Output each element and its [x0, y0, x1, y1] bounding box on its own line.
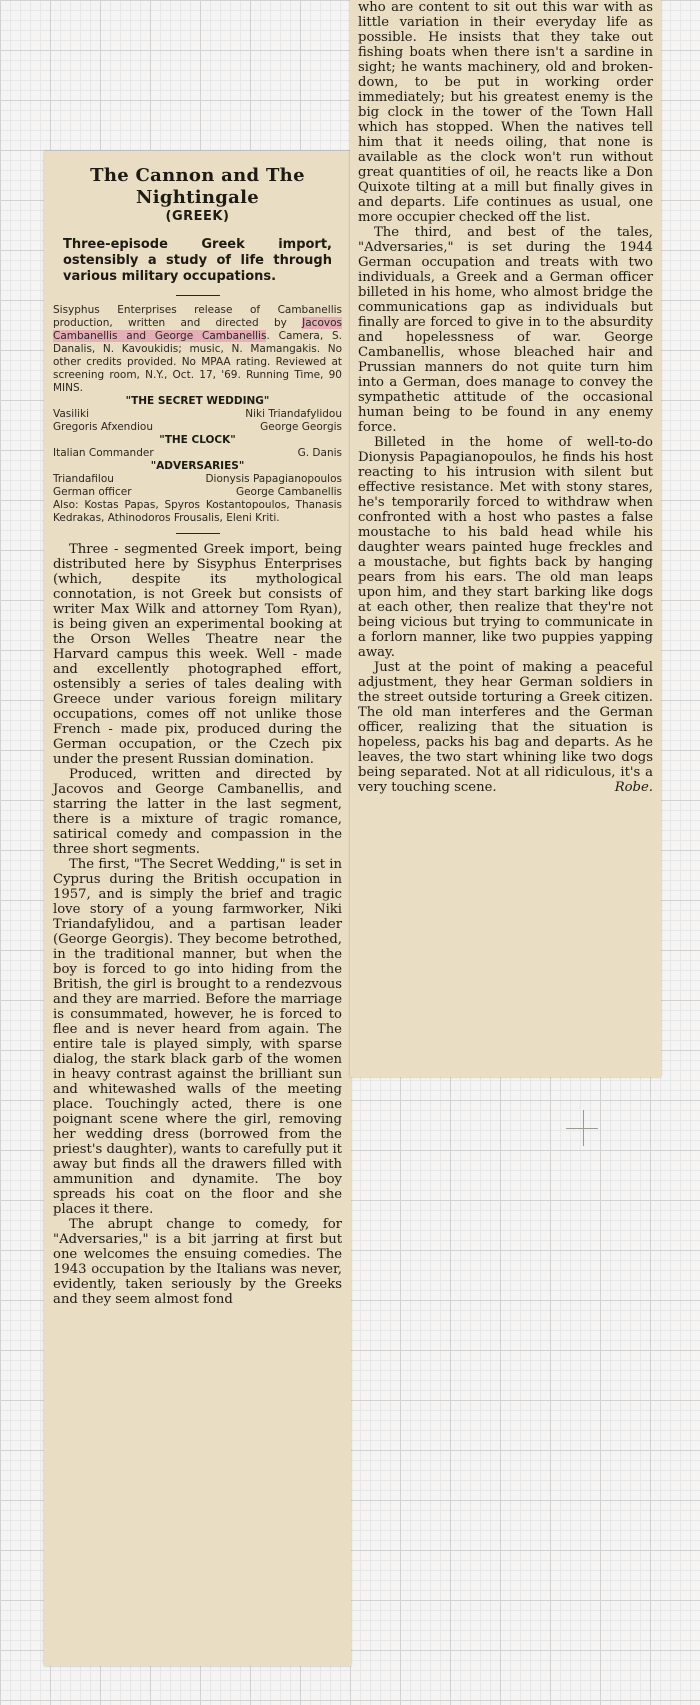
cast-row [53, 421, 342, 434]
cast-role: Italian Commander [53, 447, 154, 459]
cast-row [53, 408, 342, 421]
cast-actor: George Georgis [260, 421, 342, 433]
highlighted-directors: Jacovos Cambanellis and George Cambanellis [53, 317, 342, 342]
headline-title-line-2: Nightingale [135, 187, 260, 208]
headline-title-line-1: The Cannon and The [90, 165, 305, 186]
review-paragraph: The third, and best of the tales, "Adversaries," is set during the 1944 German occupation and treats with two individuals, a Greek and a German officer billeted in his home, who almost bridge the communications gap as individuals but finally are forced to give in to the absurdity and hopelessness of war. George Cambanellis, whose bleached hair and Prussian manners do not quite turn him into a German, does manage to convey the sympathetic attitude of the occasional human being to be found in any enemy force. [358, 225, 653, 435]
review-paragraph-text: Just at the point of making a peaceful adjustment, they hear German soldiers in the street outside torturing a Greek citizen. The old man interferes and the German officer, realizing that the situation is hopeless, packs his bag and departs. As he leaves, the two start whining like two dogs being separated. Not at all ridiculous, it's a very touching scene. [358, 660, 653, 795]
cast-actor: Dionysis Papagianopoulos [205, 473, 342, 485]
cast-row [53, 473, 342, 486]
segment-title-clock: "THE CLOCK" [159, 434, 236, 446]
cast-actor: Niki Triandafylidou [245, 408, 342, 420]
deck-summary: Three-episode Greek import, ostensibly a study of life through various military occupations. [63, 237, 332, 284]
review-paragraph: Three - segmented Greek import, being distributed here by Sisyphus Enterprises (which, despite its mythological connotation, is not Greek but consists of writer Max Wilk and attorney Tom Ryan), is being given an experimental booking at the Orson Welles Theatre near the Harvard campus this week. Well - made and excellently photographed effort, ostensibly a series of tales dealing with Greece under various foreign military occupations, comes off not unlike those French - made pix, produced during the German occupation, or the Czech pix under the present Russian domination. [53, 542, 342, 767]
review-column-left [44, 151, 351, 1666]
cast-row [53, 486, 342, 499]
credits-intro-a: Sisyphus Enterprises release of Cambanellis production, written and directed by [53, 304, 342, 329]
segment-title-secret-wedding: "THE SECRET WEDDING" [125, 395, 270, 407]
review-column-right [350, 0, 661, 1077]
pencil-mark [566, 1128, 598, 1129]
review-paragraph: The abrupt change to comedy, for "Adversaries," is a bit jarring at first but one welcomes the ensuing comedies. The 1943 occupation by the Italians was never, evidently, taken seriously by the Greeks and they seem almost fond [53, 1217, 342, 1307]
divider-rule [176, 533, 220, 534]
cast-actor: George Cambanellis [235, 486, 342, 498]
credits-intro [53, 304, 342, 395]
cast-role: Gregoris Afxendiou [53, 421, 153, 433]
cast-row [53, 447, 342, 460]
cast-actor: G. Danis [297, 447, 342, 459]
segment-title-adversaries: "ADVERSARIES" [150, 460, 245, 472]
cast-role: German officer [53, 486, 132, 498]
credits-intro-b: . Camera, S. Danalis, N. Kavoukidis; music, N. Mamangakis. No other credits provided. No MPAA rating. Reviewed at screening room, N.Y., Oct. 17, '69. Running Time, 90 MINS. [53, 330, 343, 394]
review-paragraph: Produced, written and directed by Jacovos and George Cambanellis, and starring the latter in the last segment, there is a mixture of tragic romance, satirical comedy and compassion in the three short segments. [53, 767, 342, 857]
review-paragraph-final [358, 660, 653, 795]
headline-title [53, 165, 342, 209]
cast-role: Vasiliki [53, 408, 90, 420]
cast-role: Triandafilou [53, 473, 114, 485]
headline-language: (GREEK) [165, 209, 230, 224]
review-paragraph: The first, "The Secret Wedding," is set in Cyprus during the British occupation in 1957, and is simply the brief and tragic love story of a young farmworker, Niki Triandafylidou, and a partisan leader (George Georgis). They become betrothed, in the traditional manner, but when the boy is forced to go into hiding from the British, the girl is brought to a rendezvous and they are married. Before the marriage is consummated, however, he is forced to flee and is never heard from again. The entire tale is played simply, with sparse dialog, the stark black garb of the women in heavy contrast against the brilliant sun and whitewashed walls of the meeting place. Touchingly acted, there is one poignant scene where the girl, removing her wedding dress (borrowed from the priest's daughter), wants to carefully put it away but finds all the drawers filled with ammunition and dynamite. The boy spreads his coat on the floor and she places it there. [53, 857, 342, 1217]
reviewer-signature: Robe. [614, 780, 653, 795]
review-paragraph: Billeted in the home of well-to-do Dionysis Papagianopoulos, he finds his host reacting to his intrusion with silent but effective resistance. Met with stony stares, he's temporarily forced to withdraw when confronted with a host who pastes a false moustache to his bald head while his daughter wears painted huge freckles and a moustache, but fights back by hanging pears from his ears. The old man leaps upon him, and they start barking like dogs at each other, then realize that they're not being vicious but trying to communicate in a forlorn manner, like two puppies yapping away. [358, 435, 653, 660]
divider-rule [176, 295, 220, 296]
credits-also: Also: Kostas Papas, Spyros Kostantopoulos, Thanasis Kedrakas, Athinodoros Frousalis, Eleni Kriti. [53, 499, 342, 524]
review-paragraph: who are content to sit out this war with as little variation in their everyday life as possible. He insists that they take out fishing boats when there isn't a sardine in sight; he wants machinery, old and broken-down, to be put in working order immediately; but his greatest enemy is the big clock in the tower of the Town Hall which has stopped. When the natives tell him that it needs oiling, that none is available as the clock won't run without great quantities of oil, he reacts like a Don Quixote tilting at a mill but finally gives in and departs. Life continues as usual, one more occupier checked off the list. [358, 0, 653, 225]
